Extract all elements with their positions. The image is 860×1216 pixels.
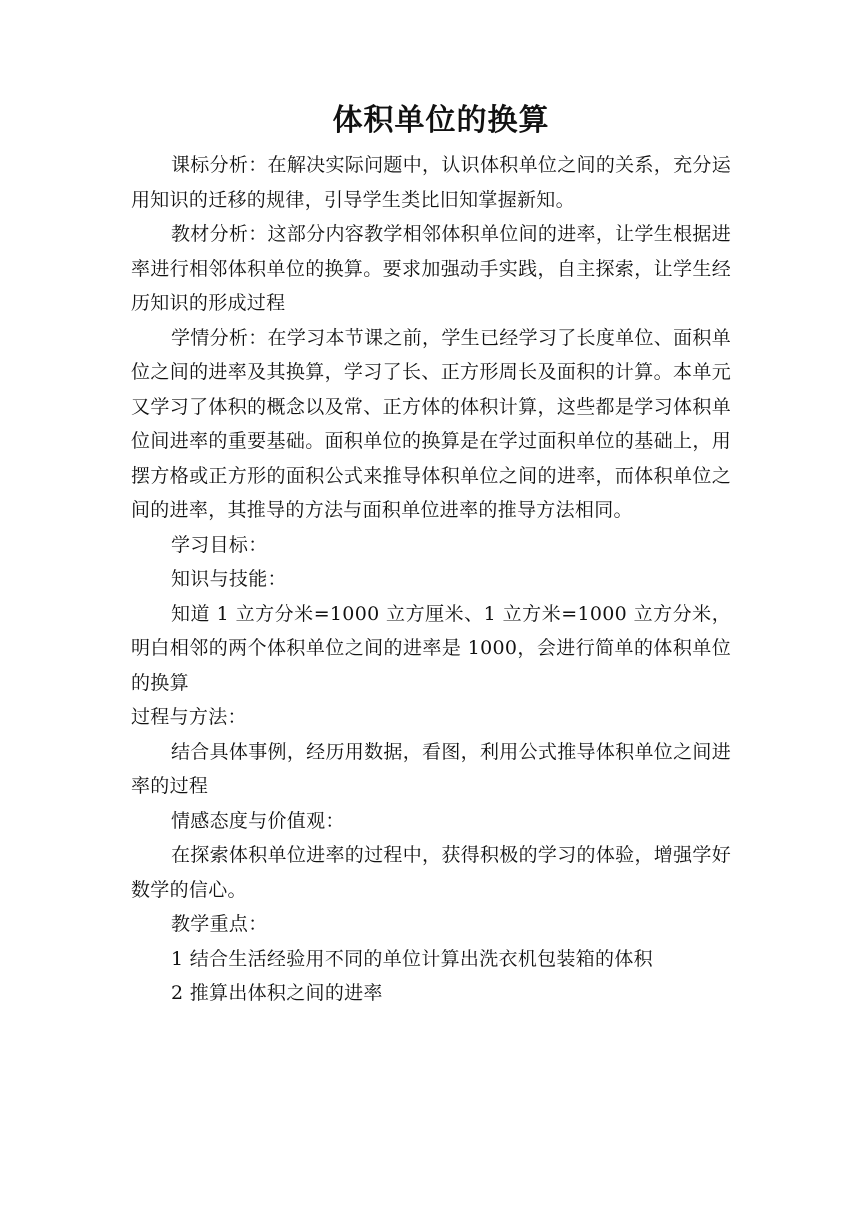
heading-process-methods: 过程与方法：: [131, 706, 247, 728]
paragraph-learner-analysis: 学情分析：在学习本节课之前，学生已经学习了长度单位、面积单位之间的进率及其换算，学习了长、正方形周长及面积的计算。本单元又学习了体积的概念以及常、正方体的体积计算，这些都是学习体积单位间进率的重要基础。面积单位的换算是在学过面积单位的基础上，用摆方格或正方形的面积公式来推导体积单位之间的进率，而体积单位之间的进率，其推导的方法与面积单位进率的推导方法相同。: [131, 326, 731, 521]
paragraph-knowledge-skills: 知道 1 立方分米=1000 立方厘米、1 立方米=1000 立方分米，明白相邻的两个体积单位之间的进率是 1000，会进行简单的体积单位的换算: [131, 602, 731, 694]
paragraph-curriculum-analysis: 课标分析：在解决实际问题中，认识体积单位之间的关系，充分运用知识的迁移的规律，引导学生类比旧知掌握新知。: [131, 154, 731, 211]
paragraph-attitude-values: 在探索体积单位进率的过程中，获得积极的学习的体验，增强学好数学的信心。: [131, 844, 731, 901]
list-item-focus-1: 1 结合生活经验用不同的单位计算出洗衣机包装箱的体积: [171, 947, 653, 970]
paragraph-textbook-analysis: 教材分析：这部分内容教学相邻体积单位间的进率，让学生根据进率进行相邻体积单位的换算。要求加强动手实践，自主探索，让学生经历知识的形成过程: [131, 223, 731, 314]
paragraph-process-methods: 结合具体事例，经历用数据，看图，利用公式推导体积单位之间进率的过程: [131, 740, 731, 797]
heading-knowledge-skills: 知识与技能：: [171, 568, 287, 590]
document-title: 体积单位的换算: [332, 103, 550, 138]
heading-attitude-values: 情感态度与价值观：: [171, 809, 345, 832]
list-item-focus-2: 2 推算出体积之间的进率: [171, 982, 383, 1004]
document-page: [131, 97, 731, 1011]
heading-learning-objectives: 学习目标：: [171, 533, 268, 556]
heading-teaching-focus: 教学重点：: [171, 913, 268, 935]
